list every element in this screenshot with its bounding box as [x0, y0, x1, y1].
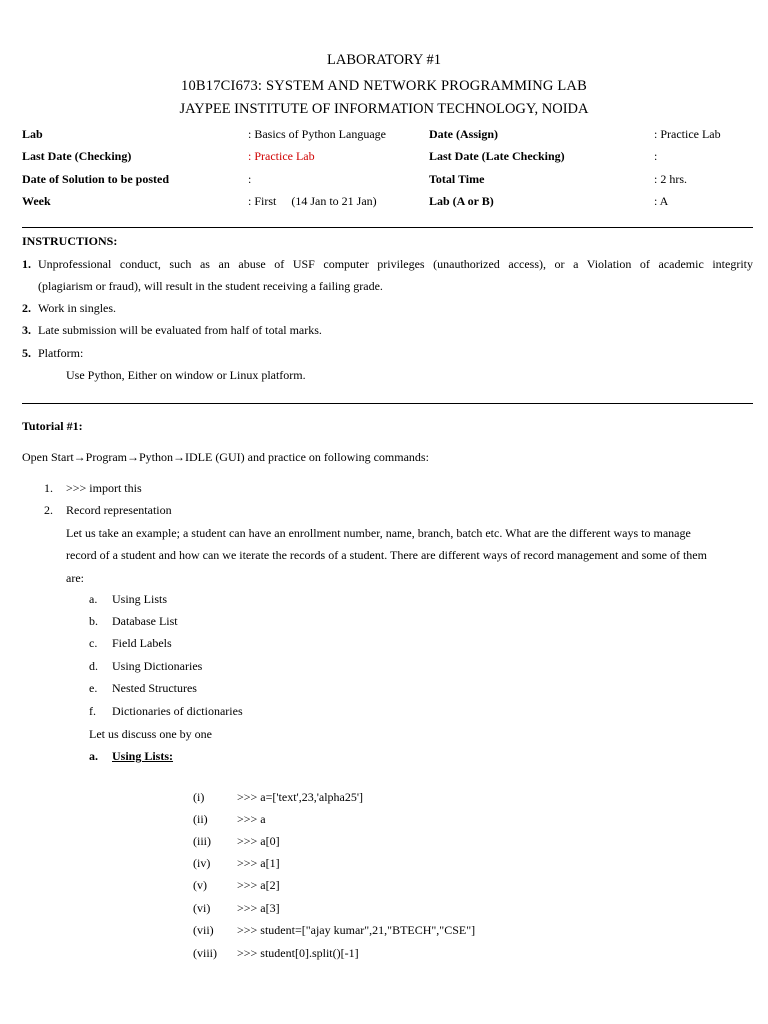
command-code: >>> a[0]: [237, 834, 280, 848]
way-text: Using Lists: [112, 592, 168, 606]
lab-ab-label: Lab (A or B): [429, 194, 494, 208]
way-text: Database List: [112, 614, 178, 628]
paragraph-line: are:: [66, 571, 84, 585]
way-letter: d.: [89, 659, 98, 673]
step-text: Record representation: [66, 503, 172, 517]
section-title: Using Lists:: [112, 749, 174, 763]
command-code: >>> a=['text',23,'alpha25']: [237, 790, 364, 804]
command-roman: (i): [193, 790, 205, 804]
way-letter: c.: [89, 636, 98, 650]
instruction-number: 1.: [22, 257, 31, 271]
last-date-label: Last Date (Checking): [22, 149, 132, 163]
instructions-heading: INSTRUCTIONS:: [22, 234, 118, 248]
tutorial-intro: Open Start→Program→Python→IDLE (GUI) and practice on following commands:: [22, 450, 429, 464]
course-title: 10B17CI673: SYSTEM AND NETWORK PROGRAMMING LAB: [181, 78, 587, 94]
tutorial-heading: Tutorial #1:: [22, 419, 83, 433]
date-assign-value: : Practice Lab: [654, 127, 721, 141]
lab-ab-value: : A: [654, 194, 669, 208]
date-assign-label: Date (Assign): [429, 127, 498, 141]
last-date-value: : Practice Lab: [248, 149, 315, 163]
command-roman: (iii): [193, 834, 211, 848]
command-roman: (vi): [193, 901, 211, 915]
command-roman: (ii): [193, 812, 208, 826]
way-text: Using Dictionaries: [112, 659, 203, 673]
lab-label: Lab: [22, 127, 43, 141]
solution-value: :: [248, 172, 252, 186]
late-checking-value: :: [654, 149, 658, 163]
way-letter: e.: [89, 681, 98, 695]
paragraph-line: Let us take an example; a student can have an enrollment number, name, branch, batch etc. What are the different ways to manage: [66, 526, 691, 540]
way-letter: b.: [89, 614, 98, 628]
divider: [22, 227, 753, 228]
instruction-text-cont: (plagiarism or fraud), will result in the student receiving a failing grade.: [38, 279, 383, 293]
instruction-text: Late submission will be evaluated from half of total marks.: [38, 323, 322, 337]
step-number: 1.: [44, 481, 53, 495]
command-roman: (vii): [193, 923, 214, 937]
instruction-item: [22, 257, 31, 272]
late-checking-label: Last Date (Late Checking): [429, 149, 565, 163]
command-roman: (v): [193, 878, 207, 892]
lab-number-title: LABORATORY #1: [326, 52, 441, 68]
way-text: Nested Structures: [112, 681, 197, 695]
command-code: >>> a[2]: [237, 878, 280, 892]
solution-label: Date of Solution to be posted: [22, 172, 170, 186]
instruction-number: 2.: [22, 301, 31, 315]
instruction-text: Work in singles.: [38, 301, 117, 315]
step-text: >>> import this: [66, 481, 142, 495]
total-time-label: Total Time: [429, 172, 485, 186]
command-code: >>> a[1]: [237, 856, 280, 870]
institute-title: JAYPEE INSTITUTE OF INFORMATION TECHNOLOGY, NOIDA: [179, 101, 589, 117]
way-text: Dictionaries of dictionaries: [112, 704, 243, 718]
way-text: Field Labels: [112, 636, 172, 650]
instruction-text: Unprofessional conduct, such as an abuse of USF computer privileges (unauthorized access), or a Violation of academic integrity: [38, 257, 753, 271]
week-label: Week: [22, 194, 51, 208]
total-time-value: : 2 hrs.: [654, 172, 687, 186]
instruction-text: Platform:: [38, 346, 84, 360]
paragraph-line: record of a student and how can we iterate the records of a student. There are different ways of record management and some of them: [66, 548, 707, 562]
section-letter: a.: [89, 749, 98, 763]
instruction-number: 5.: [22, 346, 31, 360]
command-code: >>> student[0].split()[-1]: [237, 946, 359, 960]
week-value: : First (14 Jan to 21 Jan): [248, 194, 377, 208]
step-number: 2.: [44, 503, 53, 517]
way-letter: f.: [89, 704, 96, 718]
lab-value: : Basics of Python Language: [248, 127, 386, 141]
command-code: >>> a[3]: [237, 901, 280, 915]
platform-detail: Use Python, Either on window or Linux platform.: [66, 368, 306, 382]
command-code: >>> a: [237, 812, 266, 826]
command-roman: (iv): [193, 856, 211, 870]
command-roman: (viii): [193, 946, 217, 960]
command-code: >>> student=["ajay kumar",21,"BTECH","CSE"]: [237, 923, 476, 937]
divider: [22, 403, 753, 404]
instruction-number: 3.: [22, 323, 31, 337]
discuss-text: Let us discuss one by one: [89, 727, 212, 741]
way-letter: a.: [89, 592, 98, 606]
